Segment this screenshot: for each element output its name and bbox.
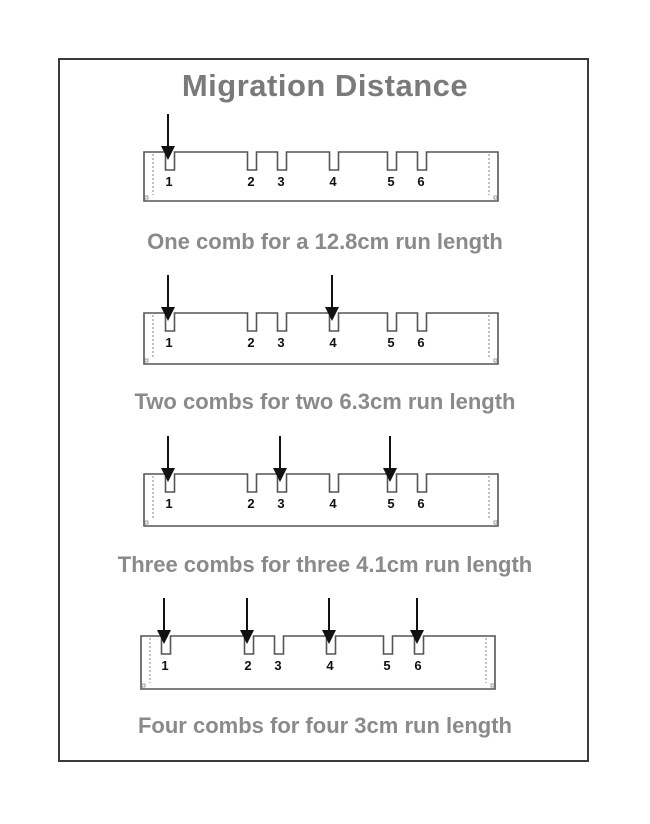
slot-label: 4 bbox=[329, 335, 337, 350]
slot-label: 5 bbox=[387, 496, 395, 511]
gel-tray-2 bbox=[144, 313, 498, 364]
slot-label: 2 bbox=[244, 658, 252, 673]
panel-caption-2: Two combs for two 6.3cm run length bbox=[134, 389, 516, 414]
slot-label: 2 bbox=[247, 174, 255, 189]
slot-label: 1 bbox=[165, 174, 173, 189]
slot-label: 2 bbox=[247, 335, 255, 350]
slot-label: 5 bbox=[383, 658, 391, 673]
slot-label: 1 bbox=[161, 658, 169, 673]
slot-label: 2 bbox=[247, 496, 255, 511]
slot-label: 4 bbox=[329, 496, 337, 511]
slot-label: 3 bbox=[277, 174, 285, 189]
slot-label: 6 bbox=[417, 496, 425, 511]
slot-label: 6 bbox=[417, 174, 425, 189]
gel-tray-4 bbox=[141, 636, 495, 689]
slot-label: 3 bbox=[277, 496, 285, 511]
slot-label: 6 bbox=[414, 658, 422, 673]
panel-caption-1: One comb for a 12.8cm run length bbox=[147, 229, 503, 254]
slot-label: 4 bbox=[329, 174, 337, 189]
panel-caption-3: Three combs for three 4.1cm run length bbox=[117, 552, 533, 577]
panel-caption-4: Four combs for four 3cm run length bbox=[137, 713, 512, 738]
slot-label: 5 bbox=[387, 174, 395, 189]
slot-label: 5 bbox=[387, 335, 395, 350]
slot-label: 1 bbox=[165, 496, 173, 511]
gel-tray-1 bbox=[144, 152, 498, 201]
slot-label: 6 bbox=[417, 335, 425, 350]
gel-tray-3 bbox=[144, 474, 498, 526]
slot-label: 4 bbox=[326, 658, 334, 673]
slot-label: 1 bbox=[165, 335, 173, 350]
slot-label: 3 bbox=[277, 335, 285, 350]
slot-label: 3 bbox=[274, 658, 282, 673]
diagram-title: Migration Distance bbox=[181, 68, 469, 103]
